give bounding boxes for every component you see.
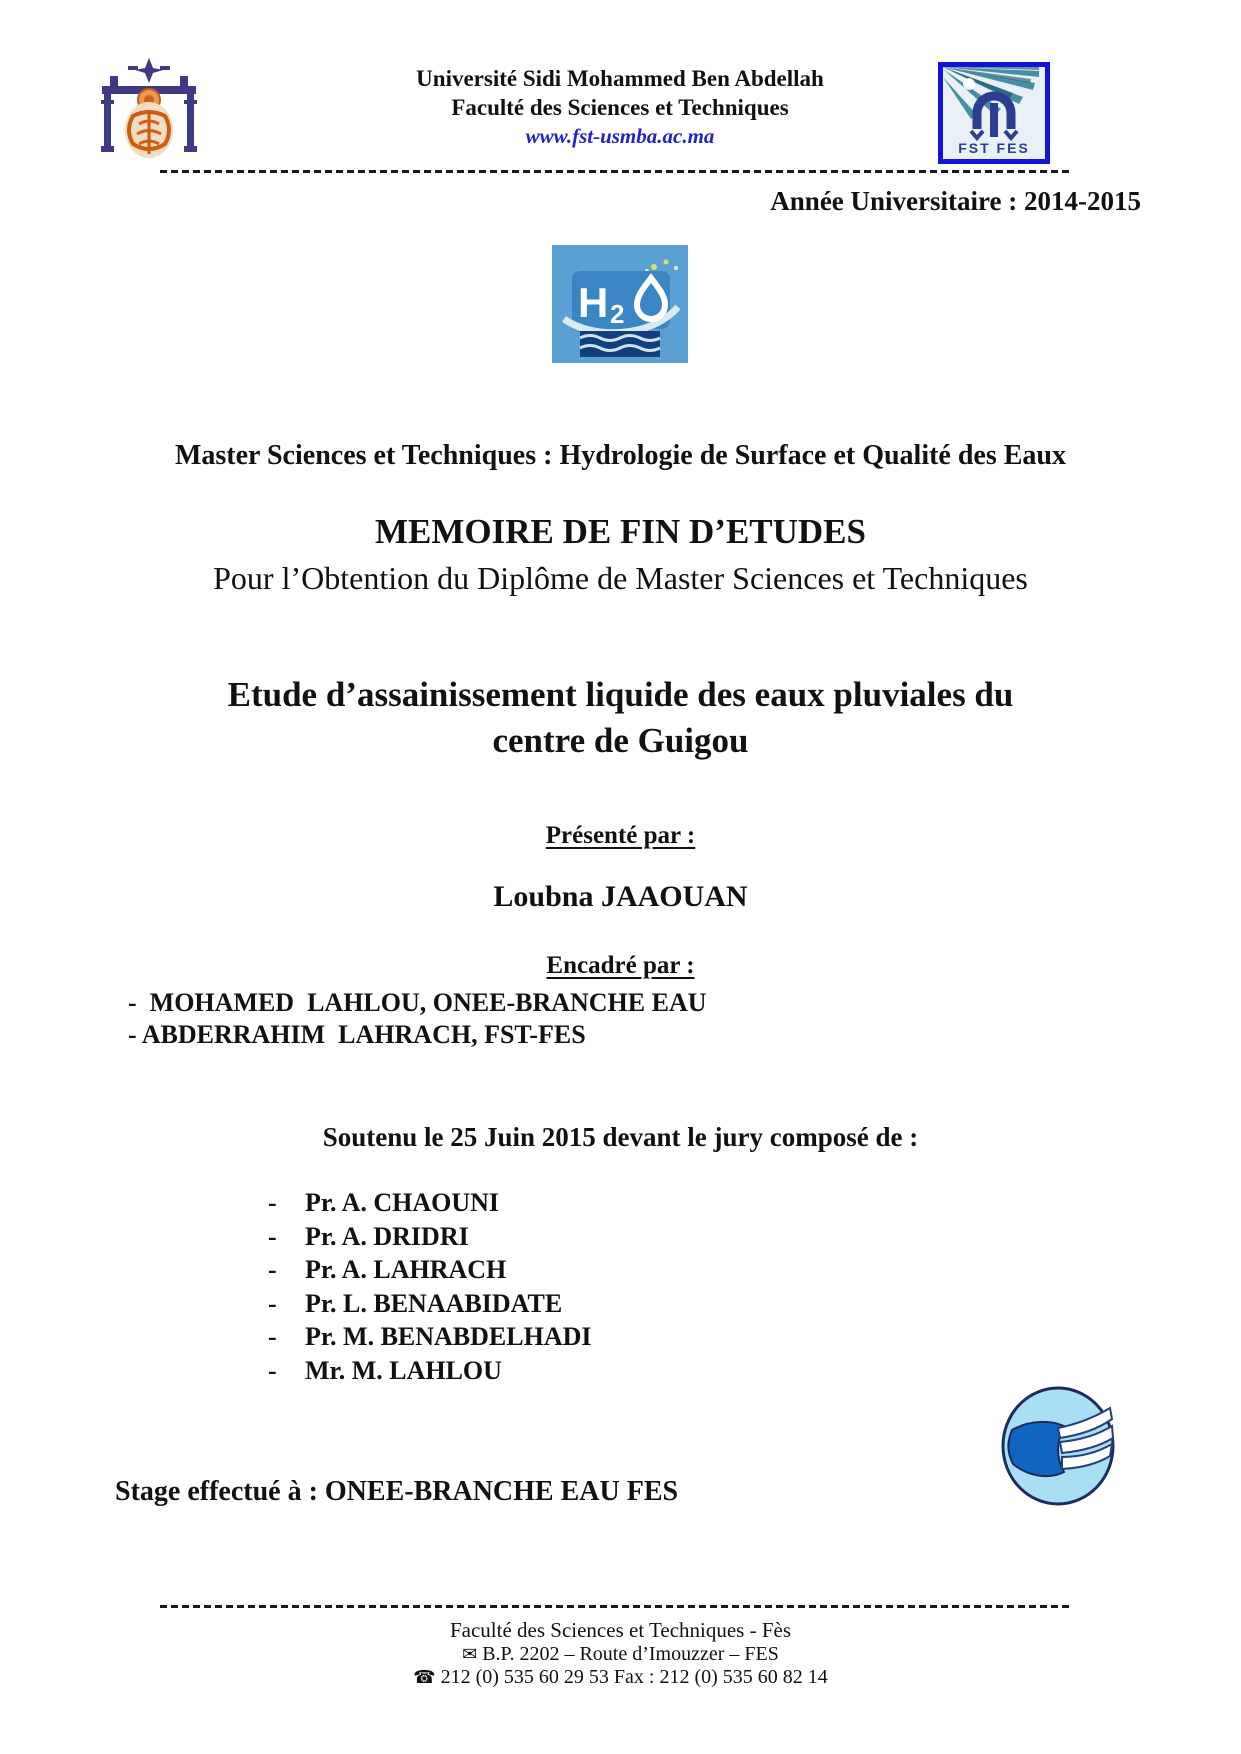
thesis-title bbox=[0, 672, 1241, 764]
jury-member: - Pr. A. LAHRACH bbox=[268, 1255, 507, 1284]
fst-fes-logo bbox=[938, 62, 1050, 164]
separator-line-top bbox=[160, 170, 1072, 173]
memoir-subtitle: Pour l’Obtention du Diplôme de Master Sciences et Techniques bbox=[213, 560, 1028, 596]
jury-member: - Mr. M. LAHLOU bbox=[268, 1355, 502, 1385]
website-link[interactable]: www.fst-usmba.ac.ma bbox=[525, 124, 715, 148]
separator-line-bottom bbox=[160, 1605, 1072, 1608]
phone-icon: ☎ bbox=[413, 1667, 436, 1688]
supervised-by-label: Encadré par : bbox=[546, 952, 695, 979]
footer-faculty: Faculté des Sciences et Techniques - Fès bbox=[449, 1618, 792, 1642]
defense-statement: Soutenu le 25 Juin 2015 devant le jury composé de : bbox=[322, 1122, 919, 1152]
memoir-title: MEMOIRE DE FIN D’ETUDES bbox=[374, 512, 866, 551]
jury-member: - Pr. A. DRIDRI bbox=[268, 1221, 469, 1251]
header-text-block bbox=[230, 64, 1010, 150]
mail-icon: ✉ bbox=[462, 1644, 478, 1665]
university-name: Université Sidi Mohammed Ben Abdellah bbox=[416, 66, 824, 91]
author-name: Loubna JAAOUAN bbox=[493, 880, 748, 913]
jury-member: - Pr. A. CHAOUNI bbox=[268, 1188, 500, 1217]
footer-address-text: B.P. 2202 – Route d’Imouzzer – FES bbox=[482, 1643, 779, 1665]
thesis-title-line1: Etude d’assainissement liquide des eaux pluviales du bbox=[227, 675, 1014, 714]
thesis-title-line2: centre de Guigou bbox=[492, 721, 749, 760]
h2o-logo-icon bbox=[552, 245, 688, 363]
program-title: Master Sciences et Techniques : Hydrologie de Surface et Qualité des Eaux bbox=[174, 440, 1067, 471]
internship-note: Stage effectué à : ONEE-BRANCHE EAU FES bbox=[115, 1476, 679, 1507]
faculty-name: Faculté des Sciences et Techniques bbox=[451, 95, 789, 120]
presented-by-label: Présenté par : bbox=[545, 822, 696, 849]
supervisor-item: - MOHAMED LAHLOU, ONEE-BRANCHE EAU bbox=[128, 988, 707, 1017]
footer-phone-text: 212 (0) 535 60 29 53 Fax : 212 (0) 535 60 82 14 bbox=[440, 1666, 828, 1688]
fst-fes-logo-label: FST FES bbox=[958, 140, 1030, 156]
supervisor-item: - ABDERRAHIM LAHRACH, FST-FES bbox=[128, 1020, 586, 1049]
footer-address bbox=[0, 1643, 1241, 1666]
jury-member: - Pr. L. BENAABIDATE bbox=[268, 1288, 563, 1318]
jury-member: - Pr. M. BENABDELHADI bbox=[268, 1322, 592, 1351]
h2o-letter-2: 2 bbox=[610, 299, 625, 329]
h2o-logo bbox=[552, 245, 688, 363]
university-emblem-logo bbox=[98, 56, 200, 164]
academic-year: Année Universitaire : 2014-2015 bbox=[770, 186, 1141, 216]
university-emblem-icon bbox=[98, 56, 200, 164]
jury-list bbox=[268, 1186, 592, 1387]
fst-fes-logo-icon bbox=[943, 67, 1045, 159]
onee-logo-icon bbox=[1000, 1386, 1116, 1506]
onee-logo bbox=[1000, 1386, 1116, 1506]
h2o-letter-h: H bbox=[578, 279, 609, 326]
footer-phone bbox=[0, 1666, 1241, 1689]
